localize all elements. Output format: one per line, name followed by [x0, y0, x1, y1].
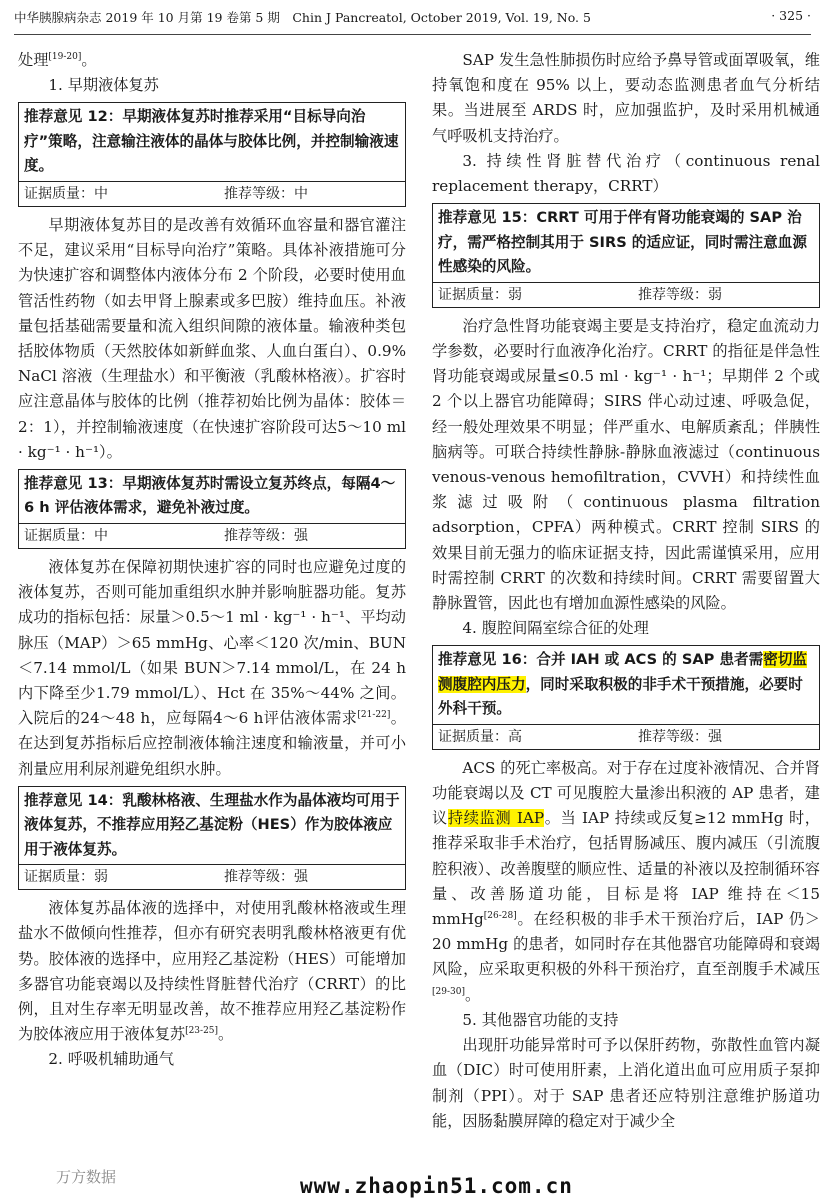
paragraph: 出现肝功能异常时可予以保肝药物，弥散性血管内凝血（DIC）时可使用肝素，上消化道出血可应用质子泵抑制剂（PPI）。对于 SAP 患者还应特别注意维护肠道功能，因肠黏膜屏障的稳定对于减少全	[432, 1036, 820, 1130]
recommendation-grade: 推荐等级：中	[224, 185, 308, 202]
journal-header	[14, 8, 811, 35]
watermark-logo: 万方数据	[56, 1168, 117, 1186]
evidence-row	[19, 523, 405, 548]
section-heading: 3. 持续性肾脏替代治疗（continuous renal replacement therapy，CRRT）	[432, 151, 820, 196]
section-heading: 2. 呼吸机辅助通气	[48, 1050, 175, 1069]
section-heading: 1. 早期液体复苏	[48, 76, 159, 95]
recommendation-box-15	[432, 203, 820, 308]
citation-ref[interactable]: [21-22]	[357, 710, 391, 721]
evidence-row	[19, 864, 405, 889]
paragraph: 液体复苏晶体液的选择中，对使用乳酸林格液或生理盐水不做倾向性推荐，但亦有研究表明乳酸林格液更有优势。胶体液的选择中，应用羟乙基淀粉（HES）可能增加多器官功能衰竭以及持续性肾脏替代治疗（CRRT）的比例，且对生存率无明显改善，故不推荐应用羟乙基淀粉作为胶体液应用于液体复苏[23-25]。	[18, 899, 406, 1044]
evidence-row	[433, 724, 819, 749]
highlighted-text[interactable]: 持续监测 IAP	[447, 809, 545, 828]
recommendation-grade: 推荐等级：强	[224, 527, 308, 544]
citation-ref[interactable]: [29-30]	[432, 986, 465, 997]
evidence-quality: 证据质量：弱	[24, 869, 108, 886]
recommendation-text: 推荐意见 13：早期液体复苏时需设立复苏终点，每隔4～6 h 评估液体需求，避免补液过度。	[24, 474, 396, 517]
watermark-url: www.zhaopin51.com.cn	[300, 1174, 573, 1198]
evidence-quality: 证据质量：高	[438, 728, 522, 745]
evidence-quality: 证据质量：弱	[438, 286, 522, 303]
journal-citation: 中华胰腺病杂志 2019 年 10 月第 19 卷第 5 期 Chin J Pancreatol, October 2019, Vol. 19, No. 5	[14, 10, 591, 25]
paragraph: ACS 的死亡率极高。对于存在过度补液情况、合并肾功能衰竭以及 CT 可见腹腔大量渗出积液的 AP 患者，建议持续监测 IAP。当 IAP 持续或反复≥12 mmHg 时，推荐采取非手术治疗，包括胃肠减压、腹内减压（引流腹腔积液）、改善腹壁的顺应性、适量的补液以及控制循环容量、改善肠道功能，目标是将 IAP 维持在＜15 mmHg[26-28]。在经积极的非手术干预治疗后，IAP 仍＞20 mmHg 的患者，如同时存在其他器官功能障碍和衰竭风险，应采取更积极的外科干预治疗，直至剖腹手术减压[29-30]。	[432, 758, 820, 1004]
section-heading: 4. 腹腔间隔室综合征的处理	[462, 619, 649, 638]
recommendation-text: 推荐意见 15：CRRT 可用于伴有肾功能衰竭的 SAP 治疗，需严格控制其用于 SIRS 的适应证，同时需注意血源性感染的风险。	[438, 209, 807, 276]
recommendation-grade: 推荐等级：强	[638, 728, 722, 745]
recommendation-box-12	[18, 102, 406, 207]
section-heading: 5. 其他器官功能的支持	[462, 1010, 619, 1029]
paragraph: SAP 发生急性肺损伤时应给予鼻导管或面罩吸氧，维持氧饱和度在 95% 以上，要动态监测患者血气分析结果。当进展至 ARDS 时，应加强监护，及时采用机械通气呼吸机支持治疗。	[432, 51, 820, 145]
highlighted-text[interactable]: 密切监测腹腔内压力	[438, 651, 808, 693]
recommendation-box-14	[18, 786, 406, 891]
evidence-quality: 证据质量：中	[24, 185, 108, 202]
paragraph: 处理[19-20]。	[18, 51, 97, 69]
recommendation-box-13	[18, 469, 406, 549]
recommendation-grade: 推荐等级：弱	[638, 286, 722, 303]
evidence-row	[433, 282, 819, 307]
citation-ref[interactable]: [19-20]	[48, 51, 82, 62]
citation-ref[interactable]: [26-28]	[483, 911, 517, 922]
recommendation-grade: 推荐等级：强	[224, 869, 308, 886]
paragraph: 早期液体复苏目的是改善有效循环血容量和器官灌注不足，建议采用“目标导向治疗”策略。具体补液措施可分为快速扩容和调整体内液体分布 2 个阶段，必要时使用血管活性药物（如去甲肾上腺素或多巴胺）维持血压。补液量包括基础需要量和流入组织间隙的液体量。输液种类包括胶体物质（天然胶体如新鲜血浆、人血白蛋白）、0.9% NaCl 溶液（生理盐水）和平衡液（乳酸林格液）。扩容时应注意晶体与胶体的比例（推荐初始比例为晶体：胶体＝2：1），并控制输液速度（在快速扩容阶段可达5～10 ml · kg⁻¹ · h⁻¹）。	[18, 215, 406, 461]
recommendation-text: 推荐意见 16：合并 IAH 或 ACS 的 SAP 患者需密切监测腹腔内压力，同时采取积极的非手术干预措施，必要时外科干预。	[438, 651, 808, 718]
citation-ref[interactable]: [23-25]	[185, 1026, 219, 1037]
recommendation-box-16	[432, 645, 820, 750]
paragraph: 治疗急性肾功能衰竭主要是支持治疗，稳定血流动力学参数，必要时行血液净化治疗。CRRT 的指征是伴急性肾功能衰竭或尿量≤0.5 ml · kg⁻¹ · h⁻¹；早期伴 2 个或 2 个以上器官功能障碍；SIRS 伴心动过速、呼吸急促，经一般处理效果不明显；伴严重水、电解质紊乱；伴胰性脑病等。可联合持续性静脉-静脉血液滤过（continuous venous-venous hemofiltration，CVVH）和持续性血浆滤过吸附（continuous plasma filtration adsorption，CPFA）两种模式。CRRT 控制 SIRS 的效果目前无强力的临床证据支持，因此需谨慎采用，应用时需控制 CRRT 的次数和持续时间。CRRT 需要留置大静脉置管，因此也有增加血源性感染的风险。	[432, 316, 820, 612]
page-number: · 325 ·	[771, 8, 811, 23]
right-column	[432, 48, 820, 1134]
left-column	[18, 48, 406, 1073]
paragraph: 液体复苏在保障初期快速扩容的同时也应避免过度的液体复苏，否则可能加重组织水肿并影响脏器功能。复苏成功的指标包括：尿量＞0.5～1 ml · kg⁻¹ · h⁻¹、平均动脉压（MAP）＞65 mmHg、心率＜120 次/min、BUN＜7.14 mmol/L（如果 BUN＞7.14 mmol/L，在 24 h 内下降至少1.79 mmol/L）、Hct 在 35%～44% 之间。入院后的24～48 h，应每隔4～6 h评估液体需求[21-22]。在达到复苏指标后应控制液体输注速度和输液量，并可小剂量应用利尿剂避免组织水肿。	[18, 557, 406, 778]
recommendation-text: 推荐意见 12：早期液体复苏时推荐采用“目标导向治疗”策略，注意输注液体的晶体与胶体比例，并控制输液速度。	[24, 108, 399, 175]
evidence-row	[19, 181, 405, 206]
recommendation-text: 推荐意见 14：乳酸林格液、生理盐水作为晶体液均可用于液体复苏，不推荐应用羟乙基淀粉（HES）作为胶体液应用于液体复苏。	[24, 791, 400, 858]
evidence-quality: 证据质量：中	[24, 527, 108, 544]
watermark	[0, 1170, 825, 1202]
